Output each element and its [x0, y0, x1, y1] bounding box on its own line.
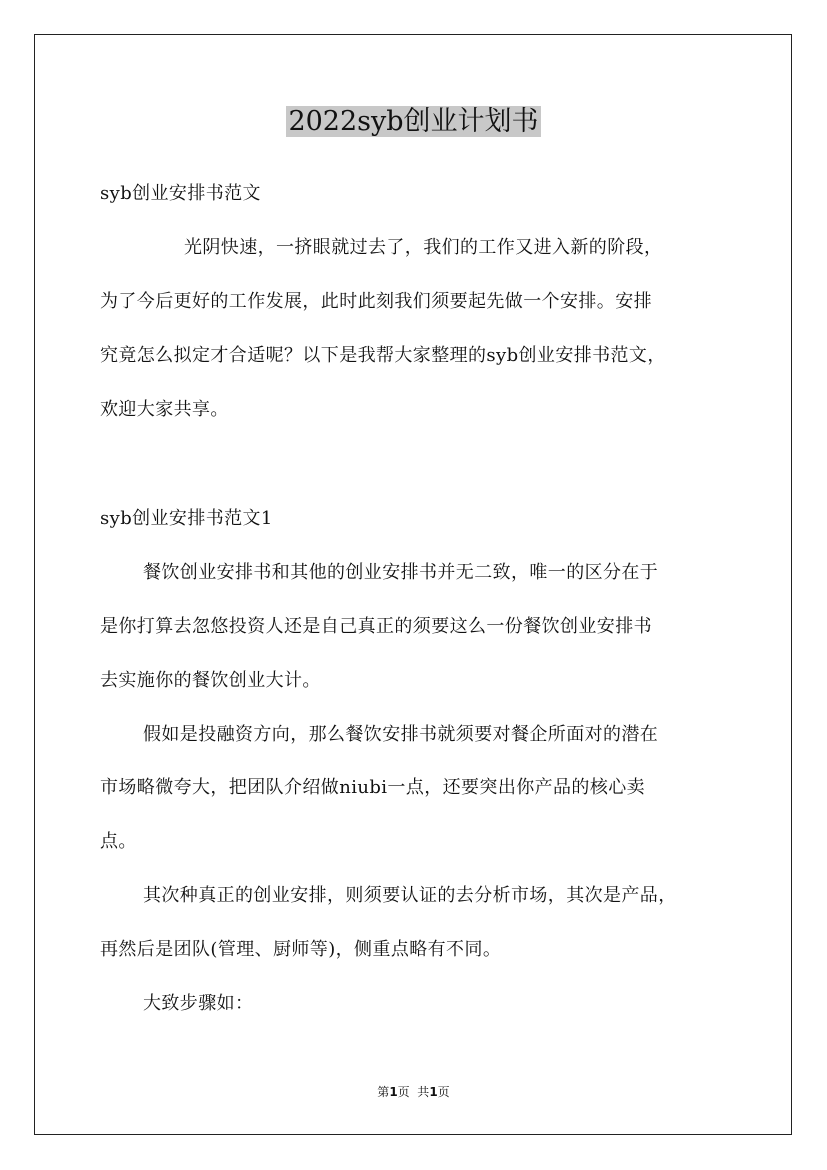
body-line-9: 大致步骤如： [143, 993, 254, 1014]
document-title: 2022syb创业计划书 [288, 106, 539, 137]
body-line-3: 去实施你的餐饮创业大计。 [100, 670, 321, 691]
section-heading: syb创业安排书范文1 [100, 508, 273, 529]
subtitle: syb创业安排书范文 [100, 183, 261, 204]
body-line-4: 假如是投融资方向，那么餐饮安排书就须要对餐企所面对的潜在 [143, 724, 659, 745]
body-line-5: 市场略微夸大，把团队介绍做niubi一点，还要突出你产品的核心卖 [100, 777, 646, 798]
footer-page-current: 1 [389, 1085, 398, 1099]
body-line-1: 餐饮创业安排书和其他的创业安排书并无二致，唯一的区分在于 [143, 562, 659, 583]
body-line-8: 再然后是团队(管理、厨师等)，侧重点略有不同。 [100, 939, 502, 960]
body-line-7: 其次种真正的创业安排，则须要认证的去分析市场，其次是产品， [143, 885, 677, 906]
intro-line-3: 究竟怎么拟定才合适呢？以下是我帮大家整理的syb创业安排书范文， [100, 345, 666, 366]
intro-line-1: 光阴快速，一挤眼就过去了，我们的工作又进入新的阶段， [184, 237, 663, 258]
footer-page-mid: 页 共 [397, 1085, 430, 1099]
body-line-6: 点。 [100, 831, 137, 852]
page-footer [0, 1084, 827, 1100]
body-line-2: 是你打算去忽悠投资人还是自己真正的须要这么一份餐饮创业安排书 [100, 616, 652, 637]
intro-line-4: 欢迎大家共享。 [100, 399, 229, 420]
footer-page-prefix: 第 [377, 1085, 390, 1099]
footer-page-suffix: 页 [437, 1085, 450, 1099]
intro-line-2: 为了今后更好的工作发展，此时此刻我们须要起先做一个安排。安排 [100, 291, 652, 312]
footer-page-total: 1 [429, 1085, 438, 1099]
